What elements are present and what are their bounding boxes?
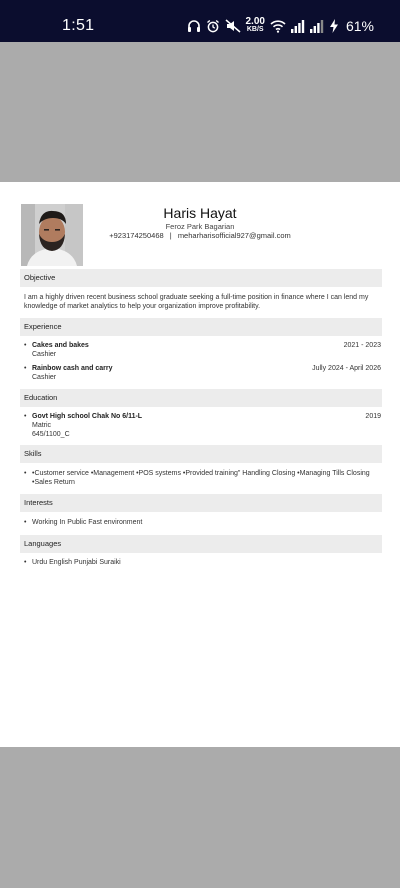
signal-icon [291,19,305,33]
interests-text: Working In Public Fast environment [32,519,143,526]
section-heading-objective: Objective [20,269,382,287]
skills-item [24,470,381,488]
experience-dates: Jully 2024 - April 2026 [312,365,381,372]
wifi-icon [270,19,286,33]
experience-item [24,342,381,360]
list-bullet: • [24,342,27,349]
contact-line [90,231,310,240]
languages-text: Urdu English Punjabi Suraiki [32,559,121,566]
resume-page[interactable] [0,182,400,747]
section-heading-experience: Experience [20,318,382,336]
network-speed-value: 2.00 [245,16,265,27]
skills-text: •Customer service •Management •POS systems •Provided training" Handling Closing •Managing Tills Closing •Sales Return [32,470,370,486]
education-marks: 645/1100_C [32,431,70,438]
experience-role: Cashier [32,351,57,358]
education-year: 2019 [365,413,381,420]
objective-text: I am a highly driven recent business school graduate seeking a full-time position in finance where I can lend my knowledge of market analytics to help your organization improve profitability. [24,294,369,310]
battery-percent: 61% [345,18,374,34]
experience-company: Rainbow cash and carry [32,365,113,372]
experience-role: Cashier [32,374,57,381]
list-bullet: • [24,559,27,566]
experience-company: Cakes and bakes [32,342,89,349]
education-item [24,413,381,440]
list-bullet: • [24,365,27,372]
education-school: Govt High school Chak No 6/11-L [32,413,143,420]
phone-number[interactable]: +923174250468 [109,231,164,240]
battery-charging-icon [329,19,339,33]
profile-photo [21,204,83,266]
experience-dates: 2021 - 2023 [343,342,381,349]
contact-separator: | [169,231,172,240]
headphones-icon [187,19,201,33]
status-time: 1:51 [62,17,95,34]
section-heading-education: Education [20,389,382,407]
signal-icon [310,19,324,33]
resume-name: Haris Hayat [163,205,237,221]
status-bar [0,0,400,42]
resume-location: Feroz Park Bagarian [165,222,235,231]
list-bullet: • [24,470,27,477]
section-heading-languages: Languages [20,535,382,553]
languages-item [24,559,381,568]
network-speed-unit: KB/S [246,26,264,33]
alarm-icon [206,19,220,33]
network-speed [246,18,265,34]
email-address[interactable]: meharharisofficial927@gmail.com [177,231,291,240]
education-level: Matric [32,422,52,429]
mute-icon [225,19,241,33]
interests-item [24,519,381,528]
status-icons [187,16,375,36]
section-heading-skills: Skills [20,445,382,463]
list-bullet: • [24,413,27,420]
experience-item [24,365,381,383]
list-bullet: • [24,519,27,526]
section-heading-interests: Interests [20,494,382,512]
